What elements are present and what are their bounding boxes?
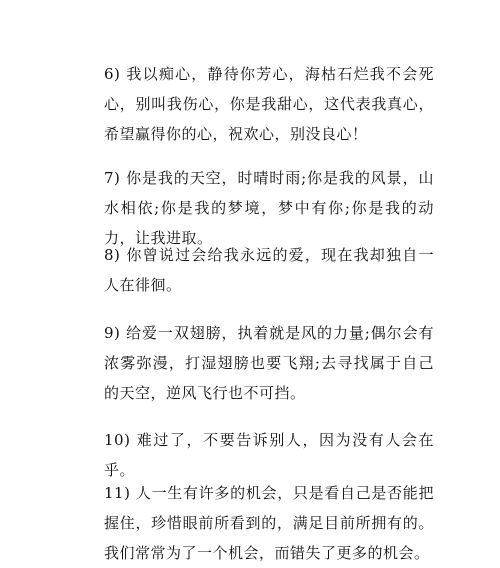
paragraph-6: 6) 我以痴心，静待你芳心，海枯石烂我不会死心，别叫我伤心，你是我甜心，这代表我真心，希望赢得你的心，祝欢心，别没良心！ xyxy=(104,65,434,143)
paragraph-11: 11) 人一生有许多的机会，只是看自己是否能把握住，珍惜眼前所看到的，满足目前所拥有的。我们常常为了一个机会，而错失了更多的机会。 xyxy=(104,484,434,562)
paragraph-7: 7) 你是我的天空，时晴时雨;你是我的风景，山水相依;你是我的梦境，梦中有你;你是我的动力，让我进取。 xyxy=(104,169,434,247)
paragraph-8: 8) 你曾说过会给我永远的爱，现在我却独自一人在徘徊。 xyxy=(104,246,434,294)
paragraph-9: 9) 给爱一双翅膀，执着就是风的力量;偶尔会有浓雾弥漫，打湿翅膀也要飞翔;去寻找属于自己的天空，逆风飞行也不可挡。 xyxy=(104,324,434,402)
paragraph-10: 10) 难过了，不要告诉别人，因为没有人会在乎。 xyxy=(104,431,434,479)
